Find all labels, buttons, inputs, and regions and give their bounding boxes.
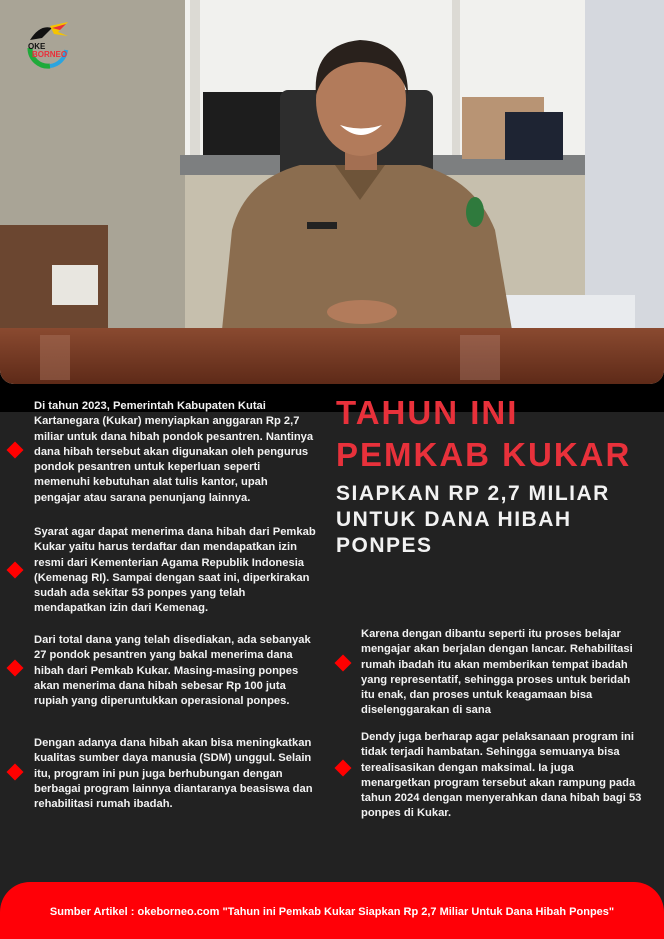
headline-title-line: TAHUN INI (336, 394, 519, 431)
svg-text:BORNEO: BORNEO (32, 50, 68, 59)
bullet-diamond-icon (7, 442, 24, 459)
bullet-diamond-icon (335, 760, 352, 777)
paragraph-1: Di tahun 2023, Pemerintah Kabupaten Kutai Kartanegara (Kukar) menyiapkan anggaran Rp 2,7 miliar untuk dana hibah pondok pesantren. Nantinya dana hibah tersebut akan digunakan oleh pengurus pondok pesantren untuk keperluan seperti memenuhi kebutuhan alat tulis kantor, upah pengajar atau sarana penunjang lainnya. (34, 400, 314, 504)
headline-subtitle-line: UNTUK DANA HIBAH (336, 508, 572, 531)
okeborneo-logo (22, 18, 72, 70)
headline-subtitle-line: SIAPKAN RP 2,7 MILIAR (336, 482, 610, 505)
paragraph-2: Syarat agar dapat menerima dana hibah dari Pemkab Kukar yaitu harus terdaftar dan mendapatkan izin resmi dari Kementerian Agama Republik Indonesia (Kemenag RI). Sampai dengan saat ini, diperkirakan sudah ada sekitar 53 ponpes yang telah mendapatkan izin dari Kemenag. (34, 526, 316, 615)
header-photo (0, 0, 664, 384)
headline-title-line: PEMKAB KUKAR (336, 436, 632, 473)
paragraph-3: Dari total dana yang telah disediakan, ada sebanyak 27 pondok pesantren yang bakal menerima dana hibah dari Pemkab Kukar. Masing-masing ponpes akan menerima dana hibah sebesar Rp 100 juta rupiah yang diperuntukkan operasional ponpes. (34, 634, 311, 708)
bullet-diamond-icon (335, 655, 352, 672)
bullet-diamond-icon (7, 764, 24, 781)
bullet-diamond-icon (7, 660, 24, 677)
source-citation: Sumber Artikel : okeborneo.com "Tahun ini Pemkab Kukar Siapkan Rp 2,7 Miliar Untuk Dana Hibah Ponpes" (49, 906, 615, 918)
source-banner (0, 882, 664, 939)
headline-subtitle (336, 481, 656, 559)
paragraph-5: Karena dengan dibantu seperti itu proses belajar mengajar akan berjalan dengan lancar. Rehabilitasi rumah ibadah itu akan memberikan tempat ibadah yang representatif, sehingga proses untuk beridah itu enak, dan proses untuk keagamaan bisa diselenggarakan di sana (361, 628, 633, 717)
svg-text:OKE: OKE (28, 42, 46, 51)
headline-subtitle-line: PONPES (336, 534, 433, 557)
bullet-diamond-icon (7, 562, 24, 579)
paragraph-4: Dengan adanya dana hibah akan bisa meningkatkan kualitas sumber daya manusia (SDM) unggul. Selain itu, program ini pun juga berhubungan dengan berbagai program lainnya diantaranya beasiswa dan rehabilitasi rumah ibadah. (34, 737, 313, 811)
paragraph-6: Dendy juga berharap agar pelaksanaan program ini tidak terjadi hambatan. Sehingga semuanya bisa terealisasikan dengan maksimal. Ia juga menargetkan program tersebut akan rampung pada tahun 2024 dengan menyerahkan dana hibah bagi 53 ponpes di Kukar. (361, 731, 642, 820)
headline-title (336, 392, 664, 476)
